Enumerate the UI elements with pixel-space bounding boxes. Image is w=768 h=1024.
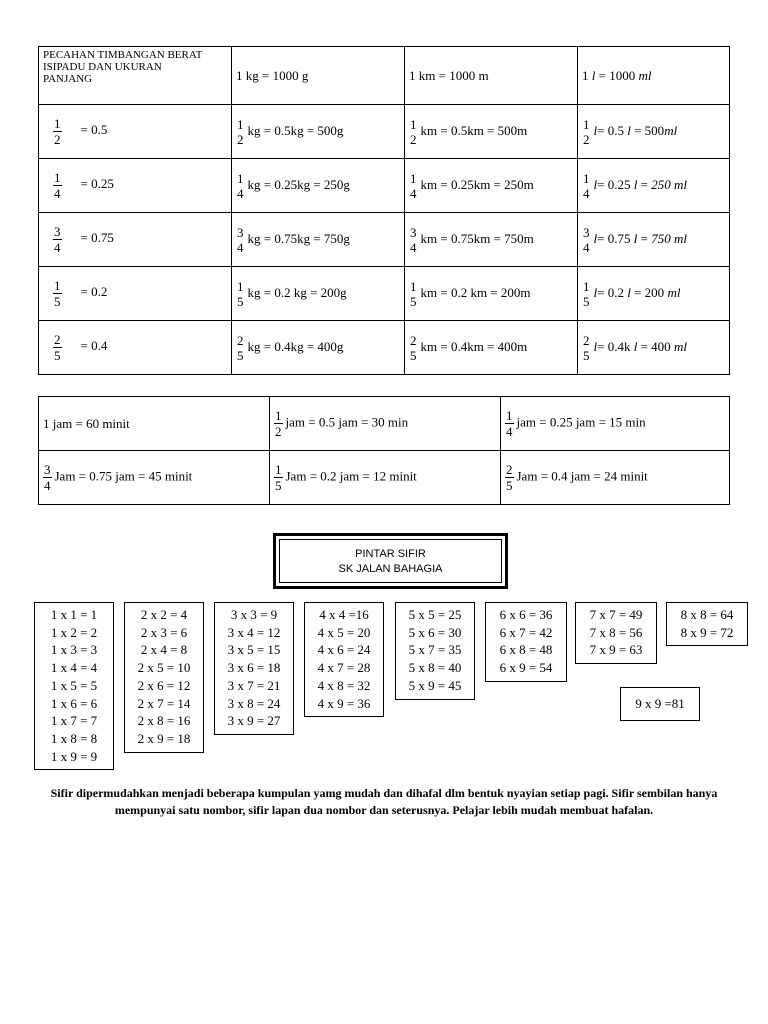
- sifir-line: 1 x 4 = 4: [50, 660, 98, 676]
- sifir-line: 5 x 8 = 40: [408, 660, 462, 676]
- litre-symbol: l: [633, 230, 638, 246]
- sifir-line: 3 x 5 = 15: [227, 642, 281, 658]
- ml-value: ml: [664, 122, 678, 138]
- sifir-line: 4 x 4 =16: [319, 607, 369, 622]
- fraction-kg-cell: 3 4 kg = 0.75kg = 750g: [232, 213, 405, 267]
- litre-symbol: l: [593, 122, 598, 138]
- sifir-line: 1 x 6 = 6: [50, 695, 98, 711]
- litre-symbol: l: [633, 176, 638, 192]
- sifir-box-1: [34, 602, 114, 770]
- fraction: 1 2: [583, 116, 590, 147]
- sifir-line: 6 x 7 = 42: [499, 624, 553, 640]
- sifir-line: 5 x 9 = 45: [408, 677, 462, 693]
- fraction: $\frac{1}{2}$: [275, 408, 282, 439]
- time-cell-2-2: $\frac{1}{5}$ Jam = 0.2 jam = 12 minit: [270, 451, 501, 505]
- sifir-line: 3 x 9 = 27: [227, 713, 281, 729]
- fraction-km-cell: 1 2 km = 0.5km = 500m: [405, 105, 578, 159]
- fraction: 3 4: [583, 224, 590, 255]
- fraction-decimal-cell: $\frac{3}{4}$ = 0.75: [39, 213, 232, 267]
- sifir-box-8: [666, 602, 748, 646]
- sifir-line: 5 x 5 = 25: [408, 607, 462, 622]
- fraction: $\frac{1}{2}$: [54, 116, 61, 147]
- fraction: 1 5: [583, 278, 590, 309]
- sifir-line: 7 x 7 = 49: [589, 607, 643, 622]
- sifir-line: 2 x 3 = 6: [140, 624, 188, 640]
- sifir-box-5: [395, 602, 475, 700]
- fraction: 2 5: [583, 332, 590, 363]
- fraction: $\frac{3}{4}$: [44, 462, 51, 493]
- fraction-l-cell: 1 2 l= 0.5 l = 500ml: [578, 105, 730, 159]
- time-cell-1-3: $\frac{1}{4}$ jam = 0.25 jam = 15 min: [501, 397, 730, 451]
- fraction-l-cell: 3 4 l= 0.75 l = 750 ml: [578, 213, 730, 267]
- sifir-line: 9 x 9 =81: [635, 696, 685, 711]
- sifir-box-4: [304, 602, 384, 717]
- sifir-line: 6 x 9 = 54: [499, 660, 553, 676]
- fraction: 2 5: [410, 332, 417, 363]
- fraction-l-cell: 2 5 l= 0.4k l = 400 ml: [578, 321, 730, 375]
- fraction: 1 2: [237, 116, 244, 147]
- fraction: 1 5: [237, 278, 244, 309]
- fraction: 2 5: [237, 332, 244, 363]
- header-l-cell: 1 l = 1000 ml: [578, 47, 730, 105]
- sifir-line: 1 x 5 = 5: [50, 677, 98, 693]
- sifir-line: 5 x 7 = 35: [408, 642, 462, 658]
- fraction-decimal-cell: $\frac{1}{4}$ = 0.25: [39, 159, 232, 213]
- sifir-line: 2 x 5 = 10: [137, 660, 191, 676]
- litre-symbol: l: [593, 338, 598, 354]
- sifir-line: 4 x 6 = 24: [317, 642, 371, 658]
- time-cell-2-3: $\frac{2}{5}$ Jam = 0.4 jam = 24 minit: [501, 451, 730, 505]
- fraction-row: [39, 213, 730, 267]
- header-kg-cell: 1 kg = 1000 g: [232, 47, 405, 105]
- sifir-line: 3 x 4 = 12: [227, 624, 281, 640]
- sifir-box-6: [485, 602, 567, 682]
- mass-length-volume-table: [38, 46, 730, 375]
- fraction-kg-cell: 1 4 kg = 0.25kg = 250g: [232, 159, 405, 213]
- litre-symbol: l: [591, 67, 596, 83]
- sifir-line: 2 x 6 = 12: [137, 677, 191, 693]
- sifir-line: 1 x 7 = 7: [50, 713, 98, 729]
- fraction-l-cell: 1 5 l= 0.2 l = 200 ml: [578, 267, 730, 321]
- time-table: [38, 396, 730, 505]
- sifir-line: 7 x 9 = 63: [589, 642, 643, 658]
- fraction: 1 5: [410, 278, 417, 309]
- time-cell-1-1: 1 jam = 60 minit: [39, 397, 270, 451]
- litre-symbol: l: [627, 122, 631, 138]
- sifir-line: 2 x 9 = 18: [137, 730, 191, 746]
- sifir-line: 1 x 8 = 8: [50, 730, 98, 746]
- header-title-cell: PECAHAN TIMBANGAN BERAT ISIPADU DAN UKURAN PANJANG: [39, 47, 232, 105]
- sifir-line: 8 x 9 = 72: [680, 624, 734, 640]
- ml-value: ml: [673, 338, 687, 354]
- fraction-decimal-cell: $\frac{1}{2}$ = 0.5: [39, 105, 232, 159]
- sifir-line: 3 x 8 = 24: [227, 695, 281, 711]
- fraction: 1 4: [410, 170, 417, 201]
- sifir-box-9: [620, 687, 700, 721]
- fraction-row: [39, 267, 730, 321]
- fraction: 3 4: [237, 224, 244, 255]
- sifir-box-3: [214, 602, 294, 735]
- ml-value: 250 ml: [651, 176, 687, 192]
- sifir-line: 1 x 2 = 2: [50, 624, 98, 640]
- sifir-box-2: [124, 602, 204, 753]
- fraction-km-cell: 1 5 km = 0.2 km = 200m: [405, 267, 578, 321]
- fraction: $\frac{1}{5}$: [275, 462, 282, 493]
- sifir-line: 2 x 4 = 8: [140, 642, 188, 658]
- fraction-km-cell: 3 4 km = 0.75km = 750m: [405, 213, 578, 267]
- sifir-line: 4 x 7 = 28: [317, 660, 371, 676]
- fraction: $\frac{1}{4}$: [506, 408, 513, 439]
- fraction: $\frac{1}{4}$: [54, 170, 61, 201]
- ml-symbol: ml: [638, 67, 652, 83]
- fraction: 1 4: [583, 170, 590, 201]
- sifir-line: 5 x 6 = 30: [408, 624, 462, 640]
- fraction: $\frac{3}{4}$: [54, 224, 61, 255]
- fraction: $\frac{1}{5}$: [54, 278, 61, 309]
- fraction-l-cell: 1 4 l= 0.25 l = 250 ml: [578, 159, 730, 213]
- title-line-1: PINTAR SIFIR: [355, 548, 426, 560]
- sifir-line: 4 x 9 = 36: [317, 695, 371, 711]
- fraction-decimal-cell: $\frac{2}{5}$ = 0.4: [39, 321, 232, 375]
- explanation-note: Sifir dipermudahkan menjadi beberapa kumpulan yamg mudah dan dihafal dlm bentuk nyayian setiap pagi. Sifir sembilan hanya mempunyai satu nombor, sifir lapan dua nombor dan seterusnya. Pelajar lebih mudah membuat hafalan.: [50, 786, 718, 817]
- sifir-line: 2 x 8 = 16: [137, 713, 191, 729]
- fraction-row: [39, 321, 730, 375]
- time-cell-1-2: $\frac{1}{2}$ jam = 0.5 jam = 30 min: [270, 397, 501, 451]
- fraction-kg-cell: 1 5 kg = 0.2 kg = 200g: [232, 267, 405, 321]
- fraction-kg-cell: 1 2 kg = 0.5kg = 500g: [232, 105, 405, 159]
- fraction-row: [39, 105, 730, 159]
- fraction: $\frac{2}{5}$: [506, 462, 513, 493]
- litre-symbol: l: [593, 176, 598, 192]
- fraction: 3 4: [410, 224, 417, 255]
- litre-symbol: l: [593, 230, 598, 246]
- fraction-row: [39, 159, 730, 213]
- title-box: [273, 533, 508, 589]
- sifir-line: 6 x 8 = 48: [499, 642, 553, 658]
- fraction-decimal-cell: $\frac{1}{5}$ = 0.2: [39, 267, 232, 321]
- sifir-line: 2 x 7 = 14: [137, 695, 191, 711]
- sifir-line: 7 x 8 = 56: [589, 624, 643, 640]
- sifir-line: 3 x 3 = 9: [230, 607, 278, 622]
- title-line-2: SK JALAN BAHAGIA: [338, 563, 443, 575]
- time-cell-2-1: $\frac{3}{4}$ Jam = 0.75 jam = 45 minit: [39, 451, 270, 505]
- sifir-line: 1 x 9 = 9: [50, 748, 98, 764]
- sifir-line: 1 x 1 = 1: [50, 607, 98, 622]
- fraction: $\frac{2}{5}$: [54, 332, 61, 363]
- sifir-line: 3 x 6 = 18: [227, 660, 281, 676]
- sifir-line: 4 x 5 = 20: [317, 624, 371, 640]
- sifir-line: 8 x 8 = 64: [680, 607, 734, 622]
- header-km-cell: 1 km = 1000 m: [405, 47, 578, 105]
- fraction: 1 2: [410, 116, 417, 147]
- sifir-line: 4 x 8 = 32: [317, 677, 371, 693]
- sifir-line: 2 x 2 = 4: [140, 607, 188, 622]
- litre-symbol: l: [633, 338, 638, 354]
- litre-symbol: l: [593, 284, 598, 300]
- sifir-line: 1 x 3 = 3: [50, 642, 98, 658]
- ml-value: ml: [667, 284, 681, 300]
- sifir-line: 3 x 7 = 21: [227, 677, 281, 693]
- ml-value: 750 ml: [651, 230, 687, 246]
- fraction: 1 4: [237, 170, 244, 201]
- fraction-kg-cell: 2 5 kg = 0.4kg = 400g: [232, 321, 405, 375]
- fraction-km-cell: 2 5 km = 0.4km = 400m: [405, 321, 578, 375]
- litre-symbol: l: [627, 284, 631, 300]
- fraction-km-cell: 1 4 km = 0.25km = 250m: [405, 159, 578, 213]
- sifir-box-7: [575, 602, 657, 664]
- sifir-line: 6 x 6 = 36: [499, 607, 553, 622]
